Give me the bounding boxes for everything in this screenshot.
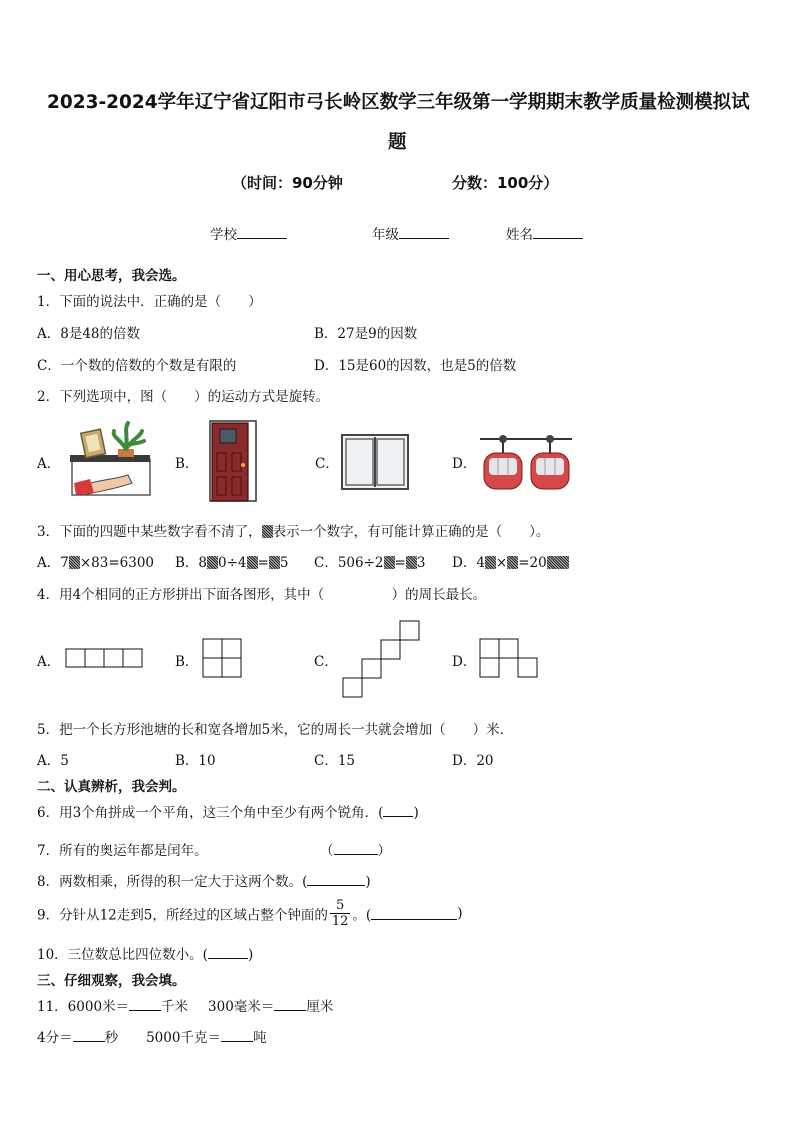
name-blank[interactable]: [533, 226, 583, 239]
exam-title-line2: 题: [388, 132, 407, 153]
school-label: 学校: [210, 227, 237, 243]
smudge-icon: [207, 556, 218, 569]
q3-option-c[interactable]: [314, 551, 425, 571]
q10-close: ): [247, 947, 254, 963]
smudge-icon: [69, 556, 80, 569]
q11-u4: 吨: [252, 1030, 267, 1046]
q3-a-post: ×83=6300: [79, 555, 155, 571]
q3-b-mid2: =: [257, 555, 269, 571]
q1-option-b[interactable]: B．27是9的因数: [314, 326, 418, 342]
grade-blank[interactable]: [399, 226, 449, 239]
q2-stem: 2．下列选项中，图（ ）的运动方式是旋转。: [37, 389, 330, 405]
q9-stem: 9．分针从12走到5，所经过的区域占整个钟面的: [37, 907, 328, 924]
smudge-icon: [384, 556, 395, 569]
smudge-icon: [485, 556, 496, 569]
q5-option-a[interactable]: A．5: [37, 753, 69, 769]
q11-line1: [37, 995, 333, 1015]
q3-d-mid1: ×: [495, 555, 508, 571]
q1-stem: 1．下面的说法中．正确的是（ ）: [37, 294, 262, 310]
exam-time: （时间：90分钟: [232, 174, 343, 192]
q11-blank-cm[interactable]: [274, 998, 306, 1011]
shape-c-staircase: [342, 620, 422, 700]
q7-stem: 7．所有的奥运年都是闰年。: [37, 843, 208, 859]
q3-c-mid: =: [394, 555, 406, 571]
q5-option-c[interactable]: C．15: [314, 753, 356, 769]
section-1-heading: 一、用心思考，我会选。: [37, 268, 186, 284]
q3-d-pre: D．4: [452, 555, 485, 571]
q4-option-c[interactable]: C．: [314, 654, 338, 670]
q11-blank-km[interactable]: [129, 998, 161, 1011]
q4-stem: 4．用4个相同的正方形拼出下面各图形，其中（ ）的周长最长。: [37, 587, 487, 603]
q9-numerator: 5: [330, 898, 351, 914]
q1-option-d[interactable]: D．15是60的因数，也是5的倍数: [314, 358, 517, 374]
q11-blank-sec[interactable]: [73, 1029, 105, 1042]
q11-blank-ton[interactable]: [221, 1029, 253, 1042]
q3-stem-part1: 3．下面的四题中某些数字看不清了，: [37, 524, 262, 540]
section-2-heading: 二、认真辨析，我会判。: [37, 779, 186, 795]
q6-close: ): [413, 805, 419, 821]
exam-title-line1: 2023-2024学年辽宁省辽阳市弓长岭区数学三年级第一学期期末教学质量检测模拟试: [47, 92, 750, 113]
q8-close: ): [365, 874, 371, 890]
q5-option-b[interactable]: B．10: [175, 753, 216, 769]
q3-a-pre: A．7: [37, 555, 69, 571]
smudge-icon: [262, 525, 273, 538]
q3-stem: [37, 520, 549, 540]
q10: [37, 943, 253, 963]
q2-option-b[interactable]: B．: [175, 456, 199, 472]
q5-stem: 5．把一个长方形池塘的长和宽各增加5米，它的周长一共就会增加（ ）米．: [37, 722, 514, 738]
q9-mid: 。(: [352, 907, 372, 924]
q3-b-mid1: 0÷4: [218, 555, 247, 571]
q3-stem-part2: 表示一个数字，有可能计算正确的是（ ）。: [272, 524, 550, 540]
name-field[interactable]: [506, 223, 583, 243]
smudge-icon: [507, 556, 518, 569]
q3-c-pre: C．506÷2: [314, 555, 384, 571]
q3-option-b[interactable]: [175, 551, 288, 571]
smudge-icon: [547, 556, 569, 569]
q7: [37, 839, 208, 859]
q3-option-a[interactable]: [37, 551, 154, 571]
q4-option-d[interactable]: D．: [452, 654, 477, 670]
window-image: [341, 434, 409, 490]
grade-field[interactable]: [372, 223, 449, 243]
q10-stem: 10．三位数总比四位数小。(: [37, 947, 208, 963]
q11-u2: 厘米: [306, 999, 334, 1015]
school-blank[interactable]: [237, 226, 287, 239]
q2-option-c[interactable]: C．: [315, 456, 339, 472]
q6: [37, 801, 419, 821]
shape-a-row-of-squares: [65, 648, 143, 670]
q6-answer-blank[interactable]: [383, 804, 413, 817]
q7-open: （: [320, 843, 334, 859]
q7-answer-blank[interactable]: [334, 842, 378, 855]
q11-u3: 秒: [104, 1030, 119, 1046]
q1-option-a[interactable]: A．8是48的倍数: [37, 326, 141, 342]
shape-d-step: [479, 638, 541, 680]
shape-b-square-grid: [202, 638, 244, 680]
q9-answer-blank[interactable]: [371, 907, 457, 920]
q9-close: ): [457, 905, 463, 922]
q2-option-a[interactable]: A．: [37, 456, 61, 472]
q3-d-mid2: =20: [518, 555, 547, 571]
q3-c-post: 3: [416, 555, 426, 571]
q9-fraction: [330, 898, 351, 929]
q11-p1: 11．6000米＝: [37, 999, 130, 1015]
q9: [37, 898, 462, 929]
q11-p3: 4分＝: [37, 1030, 73, 1046]
q4-option-b[interactable]: B．: [175, 654, 199, 670]
q7-close: ）: [377, 843, 391, 859]
q9-denominator: 12: [331, 914, 349, 929]
door-image: [208, 419, 258, 503]
grade-label: 年级: [372, 227, 399, 243]
q3-b-pre: B．8: [175, 555, 208, 571]
q11-p4: 5000千克＝: [146, 1030, 221, 1046]
q5-option-d[interactable]: D．20: [452, 753, 494, 769]
q11-line2: [37, 1026, 266, 1046]
q6-stem: 6．用3个角拼成一个平角，这三个角中至少有两个锐角．(: [37, 805, 384, 821]
q11-p2: 300毫米＝: [208, 999, 275, 1015]
picture-frame-shelf-image: [70, 423, 152, 497]
q3-b-post: 5: [279, 555, 289, 571]
smudge-icon: [247, 556, 258, 569]
q3-option-d[interactable]: [452, 551, 569, 571]
smudge-icon: [406, 556, 417, 569]
q1-option-c[interactable]: C．一个数的倍数的个数是有限的: [37, 358, 237, 374]
q8-stem: 8．两数相乘，所得的积一定大于这两个数。(: [37, 874, 308, 890]
cable-cars-image: [480, 433, 572, 493]
q8-answer-blank[interactable]: [307, 873, 365, 886]
section-3-heading: 三、仔细观察，我会填。: [37, 973, 186, 989]
name-label: 姓名: [506, 227, 533, 243]
school-field[interactable]: [210, 223, 287, 243]
q11-u1: 千米: [161, 999, 189, 1015]
exam-score: 分数：100分）: [452, 174, 559, 192]
smudge-icon: [269, 556, 280, 569]
q8: [37, 870, 371, 890]
q7-answer: [320, 839, 391, 859]
q2-option-d[interactable]: D．: [452, 456, 477, 472]
q4-option-a[interactable]: A．: [37, 654, 61, 670]
q10-answer-blank[interactable]: [208, 946, 248, 959]
